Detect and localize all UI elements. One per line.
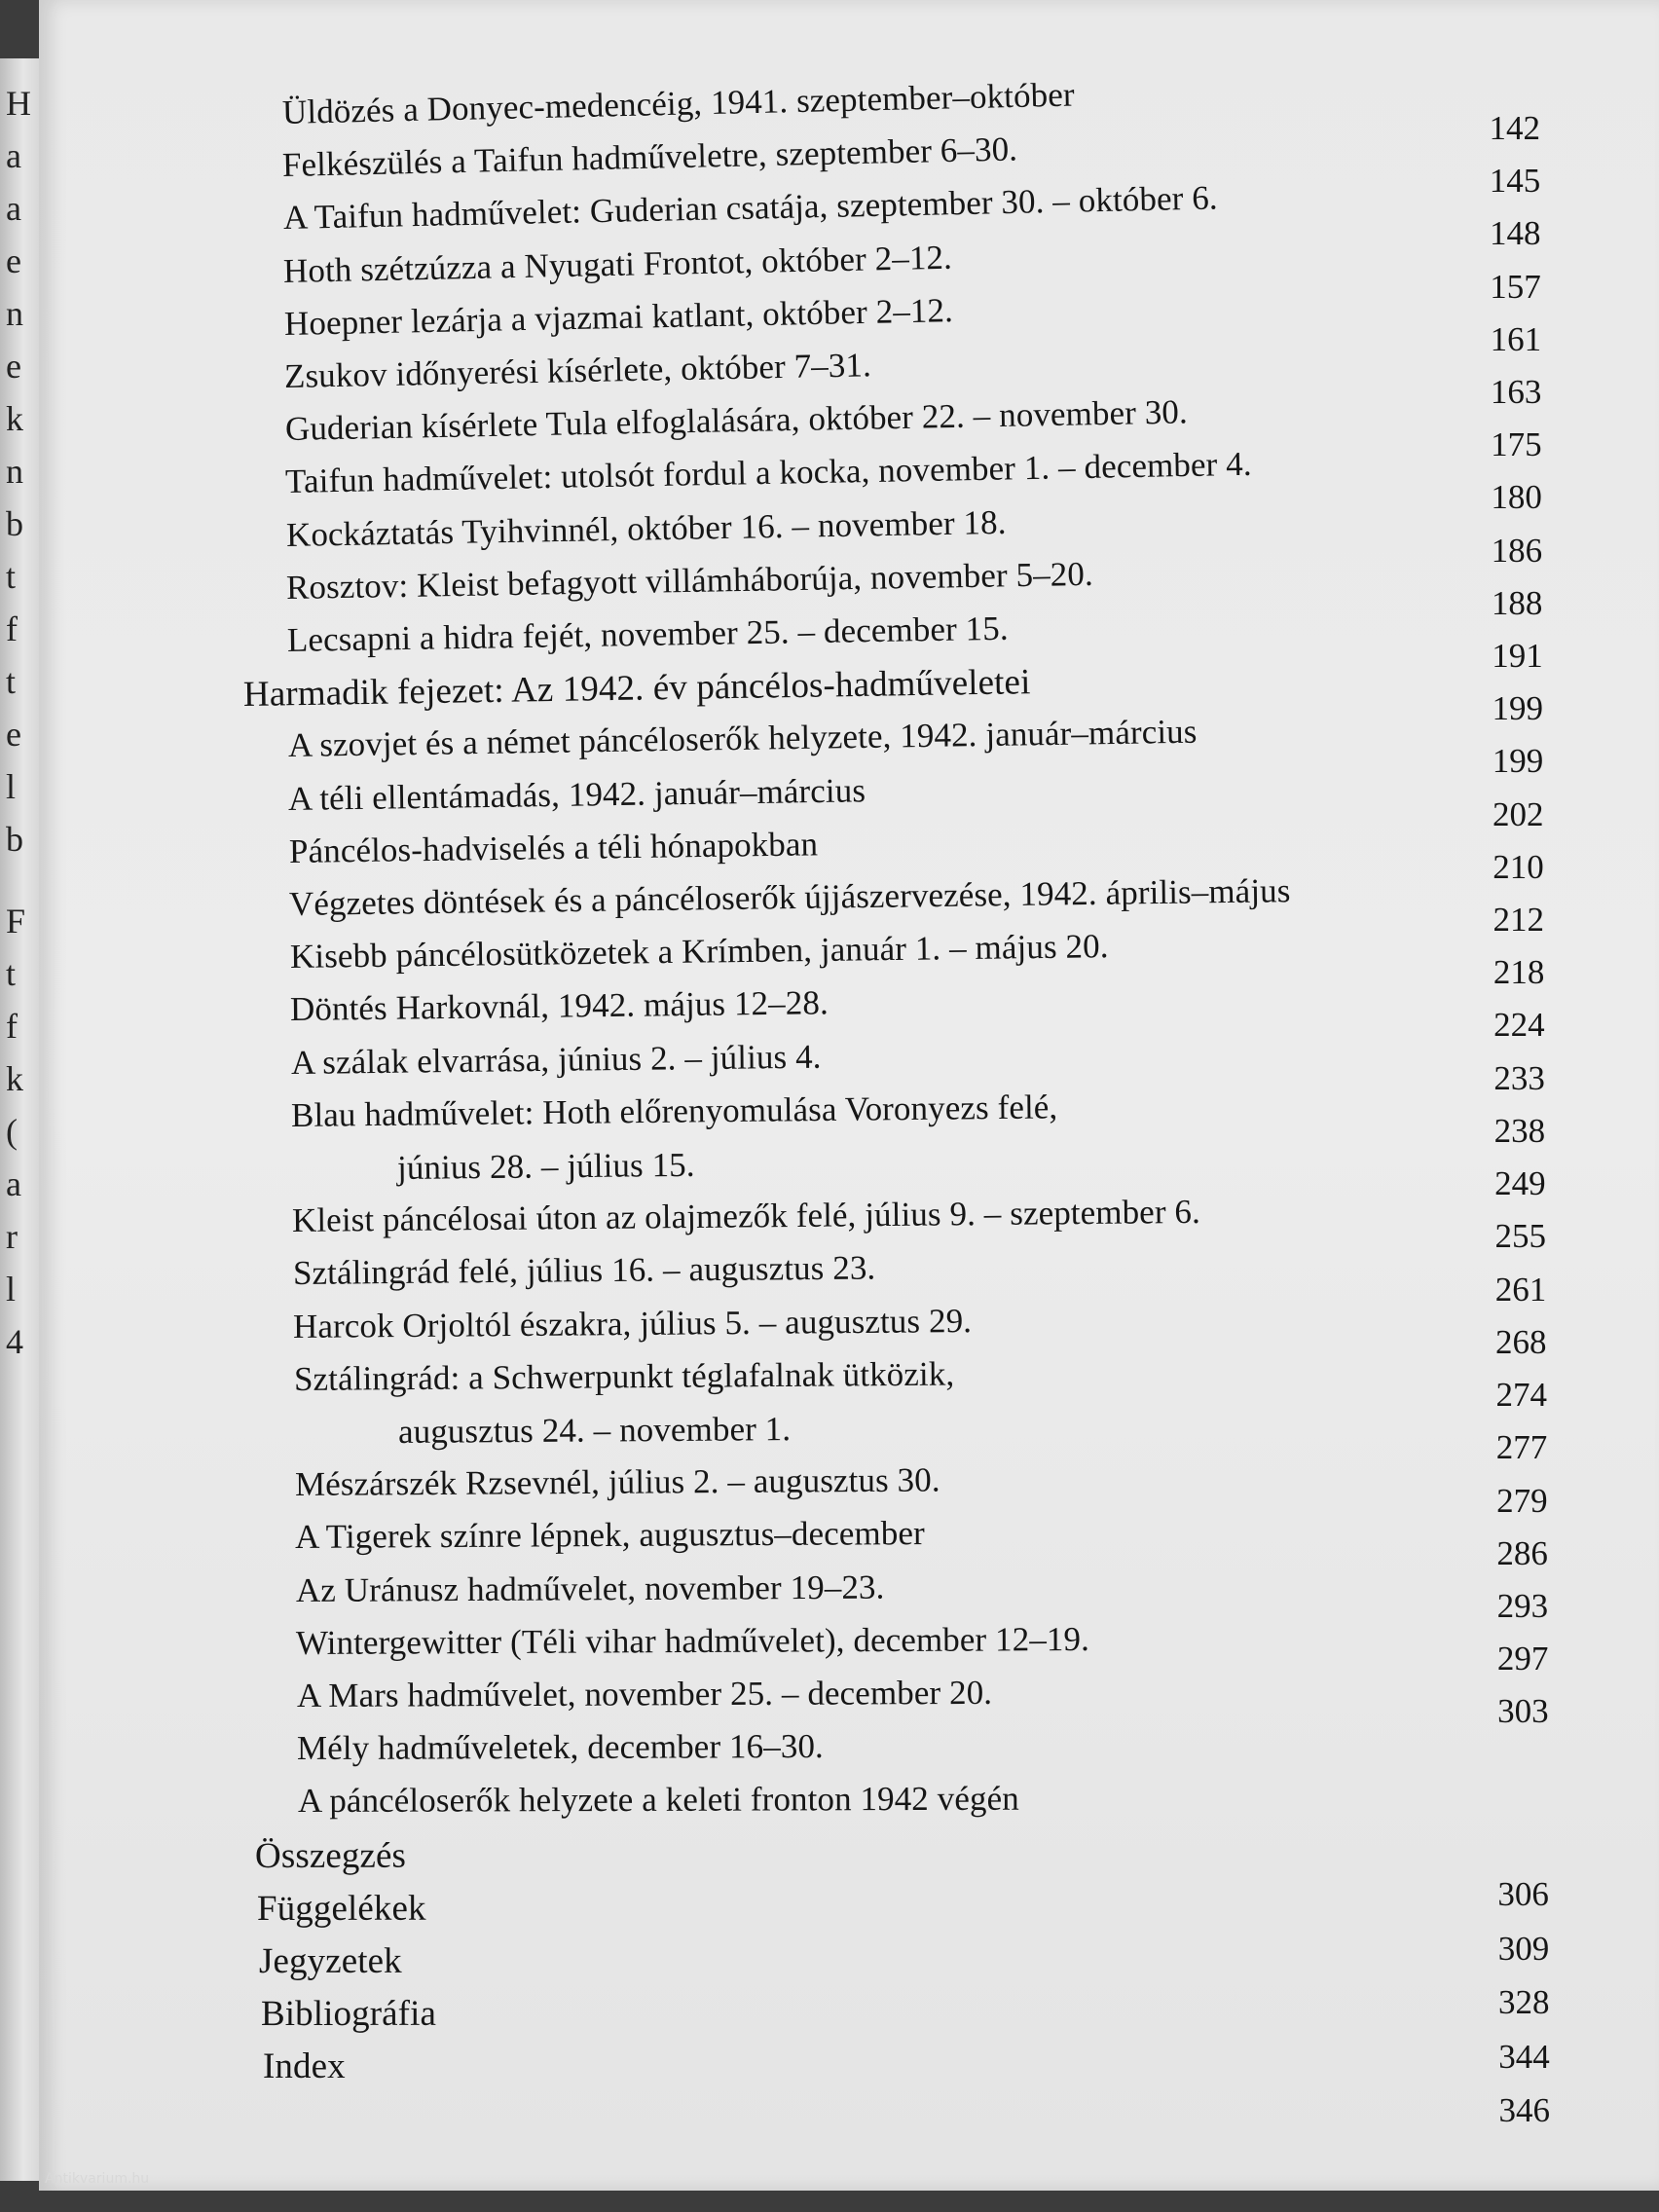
toc-section-title: Jegyzetek bbox=[258, 1940, 402, 1981]
toc-entry-title: augusztus 24. – november 1. bbox=[398, 1410, 792, 1451]
toc-page-number: 249 bbox=[1494, 1164, 1546, 1203]
toc-entry-title: A páncéloserők helyzete a keleti fronton 1942 végén bbox=[297, 1780, 1019, 1821]
toc-page-number: 210 bbox=[1493, 847, 1544, 886]
underlying-letter: 4 bbox=[6, 1322, 23, 1361]
toc-entry-title: Taifun hadművelet: utolsót fordul a kocka, november 1. – december 4. bbox=[285, 445, 1253, 501]
toc-entry-title: Felkészülés a Taifun hadműveletre, szeptember 6–30. bbox=[282, 129, 1018, 185]
underlying-letter: H bbox=[6, 84, 31, 123]
toc-entry-title: Kockáztatás Tyihvinnél, október 16. – november 18. bbox=[285, 502, 1007, 554]
toc-page-number: 180 bbox=[1491, 478, 1542, 517]
underlying-letter: t bbox=[6, 662, 17, 701]
toc-chapter-title: Harmadik fejezet: Az 1942. év páncélos-hadműveletei bbox=[242, 662, 1031, 716]
toc-entry-title: Az Uránusz hadművelet, november 19–23. bbox=[295, 1567, 885, 1609]
toc-entry-title: Wintergewitter (Téli vihar hadművelet), december 12–19. bbox=[295, 1619, 1090, 1662]
toc-page-number: 277 bbox=[1495, 1428, 1548, 1467]
toc-page-number: 306 bbox=[1497, 1875, 1549, 1913]
underlying-letter: a bbox=[6, 136, 21, 175]
toc-page-number: 224 bbox=[1493, 1006, 1545, 1045]
toc-page-number: 157 bbox=[1490, 267, 1541, 306]
underlying-letter: e bbox=[6, 715, 21, 754]
underlying-letter: e bbox=[6, 347, 21, 386]
toc-entry-title: Kisebb páncélosütközetek a Krímben, január 1. – május 20. bbox=[289, 927, 1109, 977]
toc-entry-title: A szovjet és a német páncéloserők helyzete, 1942. január–március bbox=[287, 713, 1198, 765]
toc-entry-title: Blau hadművelet: Hoth előrenyomulása Voronyezs felé, bbox=[291, 1088, 1058, 1134]
underlying-letter: r bbox=[6, 1217, 18, 1256]
toc-entry-title: Mély hadműveletek, december 16–30. bbox=[297, 1727, 825, 1768]
watermark: Antikvarium.hu bbox=[45, 2171, 150, 2187]
toc-page-number: 297 bbox=[1496, 1640, 1549, 1678]
toc-page-number: 199 bbox=[1492, 742, 1544, 781]
toc-page-number: 175 bbox=[1491, 425, 1542, 464]
toc-entry-title: Lecsapni a hidra fejét, november 25. – december 15. bbox=[286, 608, 1009, 659]
underlying-letter: k bbox=[6, 1059, 23, 1098]
toc-page-number: 161 bbox=[1490, 319, 1542, 358]
underlying-letter: a bbox=[6, 189, 21, 228]
toc-page-number: 142 bbox=[1489, 109, 1540, 147]
toc-entry-title: A Mars hadművelet, november 25. – december 20. bbox=[296, 1673, 992, 1714]
toc-section-title: Index bbox=[263, 2046, 346, 2087]
toc-page-number: 191 bbox=[1492, 637, 1543, 675]
underlying-letter: b bbox=[6, 820, 23, 859]
toc-page-number: 202 bbox=[1493, 794, 1544, 833]
toc-entry-title: Mészárszék Rzsevnél, július 2. – augusztus 30. bbox=[294, 1460, 940, 1504]
toc-page-number: 212 bbox=[1493, 901, 1545, 939]
toc-section-title: Bibliográfia bbox=[260, 1994, 437, 2035]
underlying-letter: F bbox=[6, 902, 26, 940]
toc-entry-title: A Taifun hadművelet: Guderian csatája, szeptember 30. – október 6. bbox=[282, 178, 1219, 238]
toc-entry-title: június 28. – július 15. bbox=[396, 1145, 695, 1187]
toc-entry-title: A szálak elvarrása, június 2. – július 4. bbox=[290, 1037, 822, 1082]
toc-entry-title: Üldözés a Donyec-medencéig, 1941. szeptember–október bbox=[281, 75, 1076, 131]
underlying-letter: l bbox=[6, 1270, 17, 1309]
underlying-letter: f bbox=[6, 609, 18, 648]
toc-page-number: 303 bbox=[1497, 1692, 1549, 1731]
toc-page-number: 328 bbox=[1497, 1983, 1550, 2021]
toc-section-title: Függelékek bbox=[256, 1888, 426, 1929]
toc-page-number: 268 bbox=[1494, 1322, 1547, 1361]
toc-entry-title: Páncélos-hadviselés a téli hónapokban bbox=[288, 825, 819, 870]
toc-page-number: 186 bbox=[1491, 531, 1543, 570]
underlying-letter: n bbox=[6, 294, 23, 333]
underlying-letter: b bbox=[6, 504, 23, 543]
underlying-letter: l bbox=[6, 767, 17, 806]
toc-page-number: 286 bbox=[1496, 1533, 1548, 1572]
toc-page-number: 163 bbox=[1490, 373, 1542, 411]
toc-page-number: 274 bbox=[1495, 1376, 1548, 1415]
toc-entry-title: A Tigerek színre lépnek, augusztus–december bbox=[295, 1514, 926, 1557]
underlying-letter: ( bbox=[6, 1112, 18, 1151]
toc-page-number: 238 bbox=[1493, 1111, 1546, 1150]
toc-page-number: 344 bbox=[1498, 2037, 1550, 2076]
toc-page-number: 261 bbox=[1494, 1270, 1547, 1309]
toc-entry-title: Végzetes döntések és a páncéloserők újjászervezése, 1942. április–május bbox=[289, 871, 1291, 923]
underlying-letter: f bbox=[6, 1007, 18, 1046]
toc-page-number: 279 bbox=[1496, 1481, 1548, 1520]
toc-page-number: 346 bbox=[1498, 2091, 1550, 2129]
underlying-letter: a bbox=[6, 1164, 21, 1203]
toc-page-number: 188 bbox=[1491, 583, 1543, 622]
underlying-letter: k bbox=[6, 399, 23, 438]
toc-page-number: 199 bbox=[1492, 689, 1543, 728]
toc-page-number: 233 bbox=[1493, 1058, 1545, 1097]
toc-entry-title: Guderian kísérlete Tula elfoglalására, október 22. – november 30. bbox=[284, 392, 1189, 449]
toc-entry-title: Kleist páncélosai úton az olajmezők felé, július 9. – szeptember 6. bbox=[292, 1193, 1201, 1240]
toc-entry-title: Döntés Harkovnál, 1942. május 12–28. bbox=[290, 983, 830, 1029]
toc-entry-title: Sztálingrád: a Schwerpunkt téglafalnak ütközik, bbox=[293, 1354, 955, 1398]
toc-page-number: 255 bbox=[1494, 1217, 1546, 1256]
toc-page-number: 309 bbox=[1497, 1929, 1550, 1968]
toc-entry-title: A téli ellentámadás, 1942. január–március bbox=[288, 770, 866, 818]
underlying-letter: n bbox=[6, 452, 23, 491]
underlying-letter: e bbox=[6, 241, 21, 280]
toc-entry-title: Harcok Orjoltól északra, július 5. – augusztus 29. bbox=[293, 1301, 973, 1346]
toc-page-number: 148 bbox=[1490, 214, 1541, 253]
toc-entry-title: Rosztov: Kleist befagyott villámháborúja, november 5–20. bbox=[286, 554, 1094, 607]
toc-entry-title: Zsukov időnyerési kísérlete, október 7–31. bbox=[284, 346, 872, 395]
toc-page-number: 293 bbox=[1496, 1587, 1549, 1625]
toc-entry-title: Hoth szétzúzza a Nyugati Frontot, október 2–12. bbox=[283, 238, 953, 290]
toc-page-number: 218 bbox=[1493, 953, 1545, 992]
toc-entry-title: Hoepner lezárja a vjazmai katlant, október 2–12. bbox=[283, 290, 954, 343]
toc-page-number: 145 bbox=[1489, 162, 1541, 201]
underlying-letter: t bbox=[6, 557, 17, 596]
underlying-letter: t bbox=[6, 954, 17, 993]
toc-section-title: Összegzés bbox=[254, 1835, 407, 1876]
toc-entry-title: Sztálingrád felé, július 16. – augusztus 23. bbox=[292, 1248, 876, 1293]
